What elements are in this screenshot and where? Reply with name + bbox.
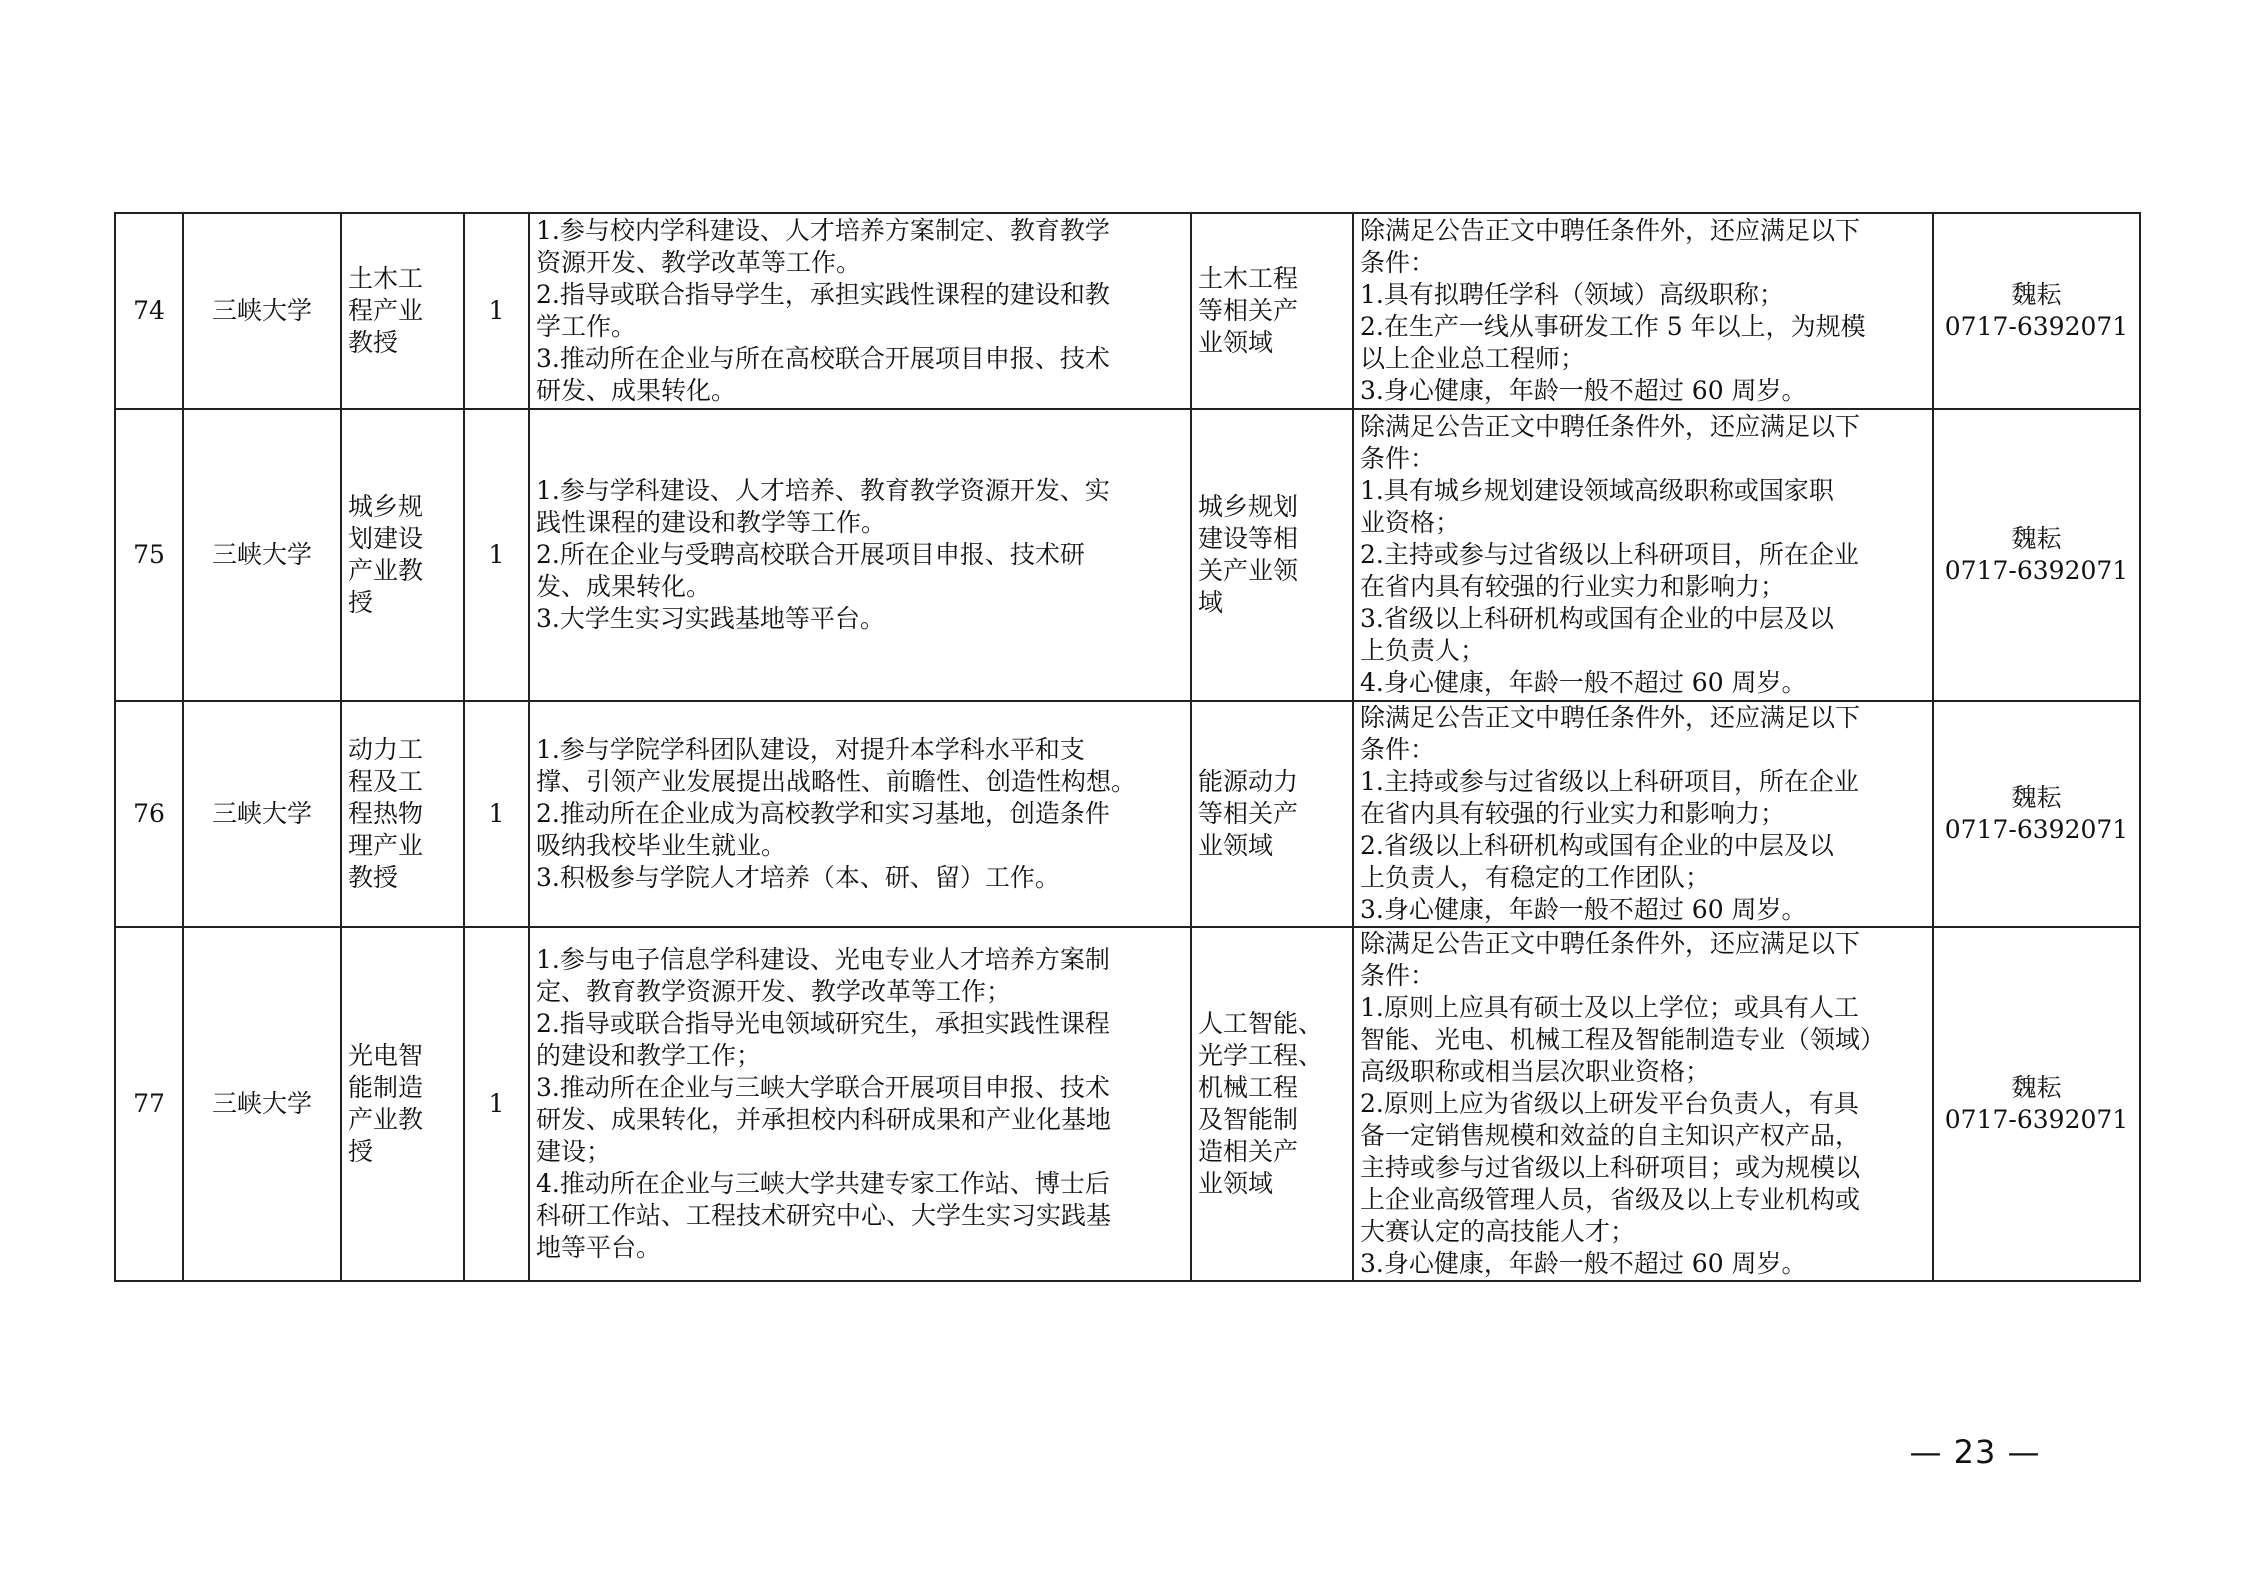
table-body <box>115 213 2140 1281</box>
row-number: 77 <box>115 927 183 1281</box>
requirements-text-line: 智能、光电、机械工程及智能制造专业（领域） <box>1360 1025 1886 1054</box>
duties-text-line: 资源开发、教学改革等工作。 <box>536 248 862 277</box>
field-text-line: 及智能制 <box>1198 1105 1299 1134</box>
duties-text-line: 的建设和教学工作； <box>536 1041 762 1070</box>
field-text <box>1191 927 1353 1281</box>
field-text-line: 等相关产 <box>1198 296 1299 325</box>
requirements-text-line: 以上企业总工程师； <box>1360 344 1586 373</box>
duties-text-line: 3.推动所在企业与三峡大学联合开展项目申报、技术 <box>536 1073 1110 1102</box>
duties-text-line: 2.推动所在企业成为高校教学和实习基地，创造条件 <box>536 799 1110 828</box>
duties-text-line: 1.参与学院学科团队建设，对提升本学科水平和支 <box>536 735 1085 764</box>
position-title-line: 程及工 <box>348 767 424 796</box>
field-text-line: 关产业领 <box>1198 556 1299 585</box>
contact-phone: 0717-6392071 <box>1944 815 2129 844</box>
requirements-text-line: 上负责人，有稳定的工作团队； <box>1360 863 1711 892</box>
field-text-line: 域 <box>1198 588 1224 617</box>
contact-cell <box>1933 701 2140 927</box>
field-text-line: 业领域 <box>1198 1169 1274 1198</box>
position-title-line: 划建设 <box>348 524 424 553</box>
position-title-line: 产业教 <box>348 556 424 585</box>
position-title <box>341 409 464 701</box>
requirements-text-line: 1.具有拟聘任学科（领域）高级职称； <box>1360 280 1784 309</box>
requirements-text-line: 1.主持或参与过省级以上科研项目，所在企业 <box>1360 767 1859 796</box>
requirements-text <box>1353 213 1933 409</box>
row-number: 75 <box>115 409 183 701</box>
field-text <box>1191 213 1353 409</box>
university-name: 三峡大学 <box>183 213 341 409</box>
duties-text-line: 建设； <box>536 1137 612 1166</box>
duties-text-line: 发、成果转化。 <box>536 572 712 601</box>
requirements-text-line: 条件： <box>1360 248 1436 277</box>
duties-text-line: 2.指导或联合指导学生，承担实践性课程的建设和教 <box>536 280 1110 309</box>
field-text-line: 能源动力 <box>1198 767 1299 796</box>
requirements-text-line: 3.身心健康，年龄一般不超过 60 周岁。 <box>1360 1249 1807 1278</box>
duties-text-line: 撑、引领产业发展提出战略性、前瞻性、创造性构想。 <box>536 767 1137 796</box>
requirements-text-line: 条件： <box>1360 961 1436 990</box>
requirements-text-line: 4.身心健康，年龄一般不超过 60 周岁。 <box>1360 668 1807 697</box>
requirements-text-line: 高级职称或相当层次职业资格； <box>1360 1057 1711 1086</box>
position-title-line: 能制造 <box>348 1073 424 1102</box>
duties-text <box>529 701 1191 927</box>
position-title-line: 教授 <box>348 328 399 357</box>
field-text-line: 光学工程、 <box>1198 1041 1324 1070</box>
requirements-text-line: 除满足公告正文中聘任条件外，还应满足以下 <box>1360 412 1861 441</box>
requirements-text-line: 2.在生产一线从事研发工作 5 年以上，为规模 <box>1360 312 1866 341</box>
position-title-line: 理产业 <box>348 831 424 860</box>
university-name: 三峡大学 <box>183 927 341 1281</box>
contact-name: 魏耘 <box>2011 524 2062 553</box>
duties-text-line: 4.推动所在企业与三峡大学共建专家工作站、博士后 <box>536 1169 1110 1198</box>
requirements-text-line: 3.身心健康，年龄一般不超过 60 周岁。 <box>1360 895 1807 924</box>
position-title-line: 教授 <box>348 863 399 892</box>
requirements-text-line: 2.原则上应为省级以上研发平台负责人，有具 <box>1360 1089 1859 1118</box>
duties-text-line: 1.参与学科建设、人才培养、教育教学资源开发、实 <box>536 476 1110 505</box>
table-row <box>115 927 2140 1281</box>
duties-text-line: 3.大学生实习实践基地等平台。 <box>536 604 885 633</box>
duties-text-line: 研发、成果转化。 <box>536 376 737 405</box>
recruitment-table <box>114 212 2141 1282</box>
field-text-line: 土木工程 <box>1198 264 1299 293</box>
contact-phone: 0717-6392071 <box>1944 556 2129 585</box>
duties-text-line: 科研工作站、工程技术研究中心、大学生实习实践基 <box>536 1201 1112 1230</box>
requirements-text-line: 大赛认定的高技能人才； <box>1360 1217 1636 1246</box>
position-title <box>341 927 464 1281</box>
field-text-line: 等相关产 <box>1198 799 1299 828</box>
duties-text-line: 3.积极参与学院人才培养（本、研、留）工作。 <box>536 863 1060 892</box>
university-name: 三峡大学 <box>183 409 341 701</box>
field-text-line: 建设等相 <box>1198 524 1299 553</box>
duties-text-line: 1.参与校内学科建设、人才培养方案制定、教育教学 <box>536 216 1110 245</box>
field-text-line: 城乡规划 <box>1198 492 1299 521</box>
contact-cell <box>1933 213 2140 409</box>
duties-text <box>529 213 1191 409</box>
duties-text-line: 2.所在企业与受聘高校联合开展项目申报、技术研 <box>536 540 1085 569</box>
requirements-text-line: 业资格； <box>1360 508 1461 537</box>
duties-text-line: 学工作。 <box>536 312 637 341</box>
requirements-text-line: 上负责人； <box>1360 636 1486 665</box>
requirements-text-line: 2.主持或参与过省级以上科研项目，所在企业 <box>1360 540 1859 569</box>
position-title-line: 程产业 <box>348 296 424 325</box>
contact-cell <box>1933 927 2140 1281</box>
requirements-text-line: 1.具有城乡规划建设领域高级职称或国家职 <box>1360 476 1834 505</box>
contact-phone: 0717-6392071 <box>1944 1105 2129 1134</box>
position-count: 1 <box>464 213 529 409</box>
position-count: 1 <box>464 927 529 1281</box>
position-count: 1 <box>464 701 529 927</box>
duties-text-line: 2.指导或联合指导光电领域研究生，承担实践性课程 <box>536 1009 1110 1038</box>
page-number: — 23 — <box>1909 1433 2041 1471</box>
position-title-line: 产业教 <box>348 1105 424 1134</box>
contact-name: 魏耘 <box>2011 280 2062 309</box>
requirements-text-line: 在省内具有较强的行业实力和影响力； <box>1360 572 1786 601</box>
duties-text-line: 3.推动所在企业与所在高校联合开展项目申报、技术 <box>536 344 1110 373</box>
requirements-text-line: 主持或参与过省级以上科研项目；或为规模以 <box>1360 1153 1861 1182</box>
table-row <box>115 409 2140 701</box>
position-title-line: 动力工 <box>348 735 424 764</box>
university-name: 三峡大学 <box>183 701 341 927</box>
requirements-text-line: 备一定销售规模和效益的自主知识产权产品， <box>1360 1121 1861 1150</box>
position-title-line: 授 <box>348 588 374 617</box>
duties-text-line: 地等平台。 <box>536 1233 662 1262</box>
duties-text-line: 践性课程的建设和教学等工作。 <box>536 508 887 537</box>
requirements-text-line: 在省内具有较强的行业实力和影响力； <box>1360 799 1786 828</box>
requirements-text-line: 条件： <box>1360 735 1436 764</box>
position-count: 1 <box>464 409 529 701</box>
requirements-text-line: 除满足公告正文中聘任条件外，还应满足以下 <box>1360 929 1861 958</box>
duties-text <box>529 927 1191 1281</box>
duties-text-line: 吸纳我校毕业生就业。 <box>536 831 787 860</box>
requirements-text-line: 3.身心健康，年龄一般不超过 60 周岁。 <box>1360 376 1807 405</box>
contact-phone: 0717-6392071 <box>1944 312 2129 341</box>
contact-name: 魏耘 <box>2011 1073 2062 1102</box>
field-text-line: 机械工程 <box>1198 1073 1299 1102</box>
duties-text-line: 1.参与电子信息学科建设、光电专业人才培养方案制 <box>536 945 1110 974</box>
contact-cell <box>1933 409 2140 701</box>
requirements-text <box>1353 927 1933 1281</box>
table-row <box>115 213 2140 409</box>
requirements-text-line: 2.省级以上科研机构或国有企业的中层及以 <box>1360 831 1834 860</box>
requirements-text-line: 1.原则上应具有硕士及以上学位；或具有人工 <box>1360 993 1859 1022</box>
requirements-text-line: 条件： <box>1360 444 1436 473</box>
requirements-text <box>1353 409 1933 701</box>
position-title-line: 城乡规 <box>348 492 424 521</box>
position-title-line: 光电智 <box>348 1041 424 1070</box>
field-text-line: 业领域 <box>1198 831 1274 860</box>
duties-text <box>529 409 1191 701</box>
requirements-text <box>1353 701 1933 927</box>
position-title-line: 授 <box>348 1137 374 1166</box>
duties-text-line: 研发、成果转化，并承担校内科研成果和产业化基地 <box>536 1105 1112 1134</box>
row-number: 74 <box>115 213 183 409</box>
table-row <box>115 701 2140 927</box>
position-title <box>341 213 464 409</box>
field-text-line: 人工智能、 <box>1198 1009 1324 1038</box>
requirements-text-line: 除满足公告正文中聘任条件外，还应满足以下 <box>1360 703 1861 732</box>
position-title-line: 程热物 <box>348 799 424 828</box>
field-text <box>1191 409 1353 701</box>
requirements-text-line: 3.省级以上科研机构或国有企业的中层及以 <box>1360 604 1834 633</box>
requirements-text-line: 除满足公告正文中聘任条件外，还应满足以下 <box>1360 216 1861 245</box>
contact-name: 魏耘 <box>2011 783 2062 812</box>
position-title-line: 土木工 <box>348 264 424 293</box>
field-text-line: 造相关产 <box>1198 1137 1299 1166</box>
field-text-line: 业领域 <box>1198 328 1274 357</box>
row-number: 76 <box>115 701 183 927</box>
field-text <box>1191 701 1353 927</box>
requirements-text-line: 上企业高级管理人员，省级及以上专业机构或 <box>1360 1185 1861 1214</box>
duties-text-line: 定、教育教学资源开发、教学改革等工作； <box>536 977 1012 1006</box>
position-title <box>341 701 464 927</box>
